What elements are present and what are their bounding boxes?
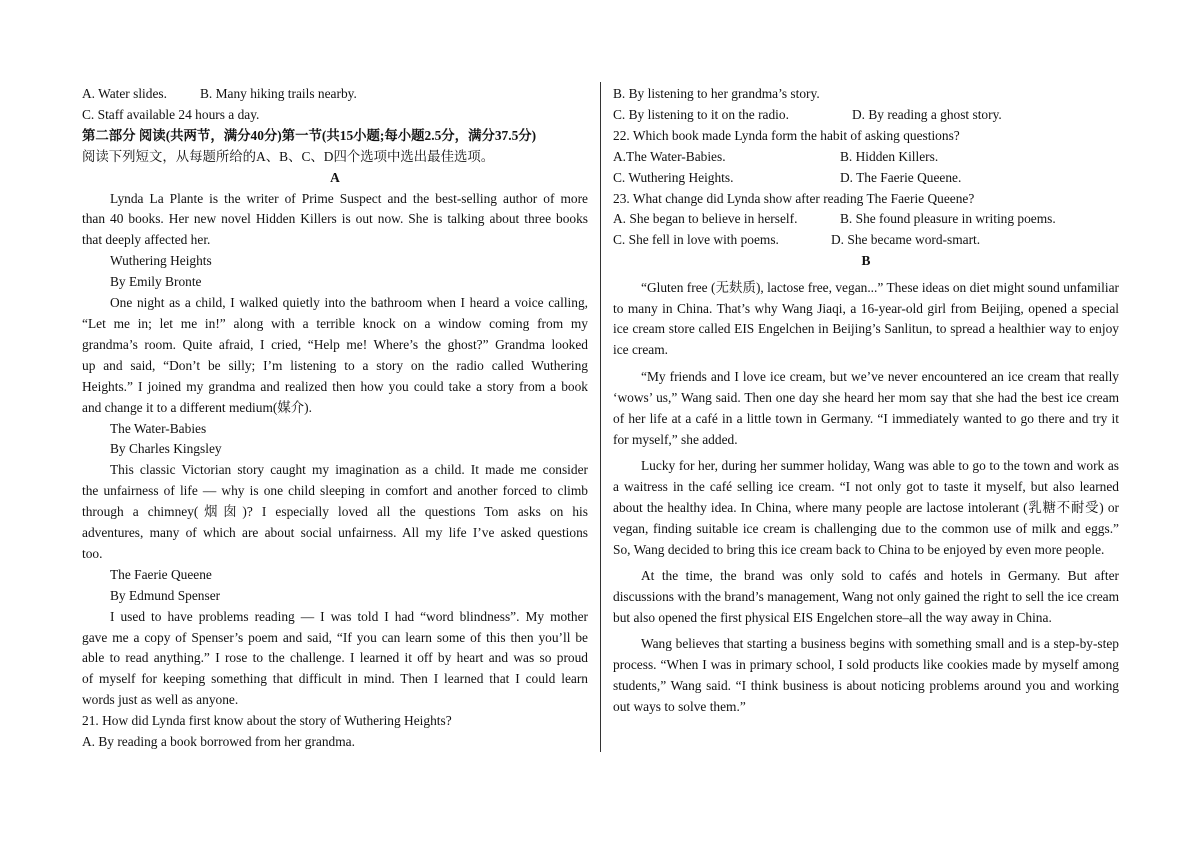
book3-line: of myself for keeping something that difficult in mind. Then I learned that I could learn [82,671,588,687]
book1-line: Heights.” I joined my grandma and realized then how you could take a story from a book [82,378,588,394]
passage-b-paragraph: “Gluten free (无麸质), lactose free, vegan...” These ideas on diet might sound unfamiliar to many in China. That’s why Wang Jiaqi, a 16-year-old girl from Beijing, opened a special ice cream store called EIS Engelchen in Beijing’s Sanlitun, to spread a healthier way to enjoy ice cream. [613,279,1119,358]
book3-line: I used to have problems reading — I was told I had “word blindness”. My mother [110,608,588,624]
book3-title: The Faerie Queene [110,566,212,582]
book1-author: By Emily Bronte [110,274,202,290]
passage-b-paragraph: Wang believes that starting a business begins with something small and is a step-by-step process. “When I was in primary school, I sold products like cookies made by myself among students,” Wang said. “I think business is about noticing problems around you and working out ways to solve them.” [613,636,1119,714]
passage-a-title: A [330,169,340,185]
q22-options-cd [613,168,1119,189]
q20-options-ab [82,84,588,105]
question-21: 21. How did Lynda first know about the story of Wuthering Heights? [82,713,452,729]
q20-option-b: B. Many hiking trails nearby. [200,86,357,101]
q21-option-c: C. By listening to it on the radio. [613,106,789,122]
question-22: 22. Which book made Lynda form the habit of asking questions? [613,127,960,143]
instructions: 阅读下列短文，从每题所给的A、B、C、D四个选项中选出最佳选项。 [82,148,495,164]
book2-author: By Charles Kingsley [110,441,222,457]
q22-option-a: A.The Water-Babies. [613,148,726,164]
q21-options-cd [613,105,1119,126]
q23-option-b: B. She found pleasure in writing poems. [840,211,1056,227]
q22-options-ab [613,147,1119,168]
column-divider [600,82,601,752]
book2-line: adventures, many of which are about social unfairness. All my life I’ve asked questions [82,525,588,541]
q22-option-c: C. Wuthering Heights. [613,169,734,185]
book1-line: grandma’s room. Quite afraid, I cried, “Help me! Where’s the ghost?” Grandma looked [82,336,588,352]
book2-line: too. [82,545,103,561]
q20-option-c: C. Staff available 24 hours a day. [82,106,260,122]
q23-options-ab [613,209,1119,230]
q21-option-a: A. By reading a book borrowed from her grandma. [82,734,355,750]
book1-line: One night as a child, I walked quietly into the bathroom when I heard a voice calling, [110,295,588,311]
book2-title: The Water-Babies [110,420,207,436]
q22-option-d: D. The Faerie Queene. [840,169,962,185]
q23-option-a: A. She began to believe in herself. [613,211,798,227]
q22-option-b: B. Hidden Killers. [840,148,939,164]
right-column [613,84,1119,718]
left-column [82,84,588,753]
passage-b-paragraph: “My friends and I love ice cream, but we’ve never encountered an ice cream that really ‘wows’ us,” Wang said. Then one day she heard her mom say that she had the best ice cream of her life at a café in a little town in Germany. “I immediately wanted to go there and try it for myself,” she added. [613,368,1119,447]
section-header: 第二部分 阅读(共两节，满分40分)第一节(共15小题;每小题2.5分，满分37.5分) [82,127,537,143]
passage-b-paragraph: Lucky for her, during her summer holiday, Wang was able to go to the town and work as a waitress in the café selling ice cream. “I not only got to taste it myself, but also learned about the healthy idea. In China, where many people are lactose intolerant (乳糖不耐受) or vegan, finding suitable ice cream is challenging due to the common use of milk and eggs.” So, Wang decided to bring this ice cream back to China to be enjoyed by even more people. [613,457,1119,557]
passage-b-title: B [861,253,871,269]
book2-line: through a chimney(烟囱)? I especially loved all the questions Tom asks on his [82,504,588,520]
q23-option-c: C. She fell in love with poems. [613,232,779,248]
book1-line: “Let me in; let me in!” along with a terrible knock on a window coming from my [82,315,588,331]
book2-line: the unfairness of life — why is one child sleeping in comfort and another forced to climb [82,483,588,499]
book1-line: up and said, “Don’t be silly; I’m listening to a story on the radio called Wuthering [82,357,588,373]
q21-option-d: D. By reading a ghost story. [852,106,1002,122]
book3-author: By Edmund Spenser [110,587,221,603]
book1-title: Wuthering Heights [110,253,212,269]
intro-line: than 40 books. Her new novel Hidden Killers is out now. She is talking about three books [82,211,588,227]
book3-line: gave me a copy of Spenser’s poem and said, “If you can learn some of this then you’ll be [82,629,588,645]
book2-line: This classic Victorian story caught my imagination as a child. It made me consider [110,462,588,478]
intro-line: that deeply affected her. [82,232,211,248]
intro-line: Lynda La Plante is the writer of Prime Suspect and the best-selling author of more [110,190,588,206]
passage-b-paragraph: At the time, the brand was only sold to cafés and hotels in Germany. But after discussions with the brand’s management, Wang not only gained the right to sell the ice cream but also opened the first physical EIS Engelchen store–all the way away in China. [613,567,1119,625]
book1-line: and change it to a different medium(媒介). [82,399,312,415]
q23-options-cd [613,230,1119,251]
q21-option-b: B. By listening to her grandma’s story. [613,86,820,101]
q20-option-a: A. Water slides. [82,86,167,101]
book3-line: words just as well as anyone. [82,692,239,708]
question-23: 23. What change did Lynda show after reading The Faerie Queene? [613,190,975,206]
book3-line: able to read anything.” I rose to the challenge. I learned it off by heart and was so proud [82,650,588,666]
q23-option-d: D. She became word-smart. [831,232,981,248]
